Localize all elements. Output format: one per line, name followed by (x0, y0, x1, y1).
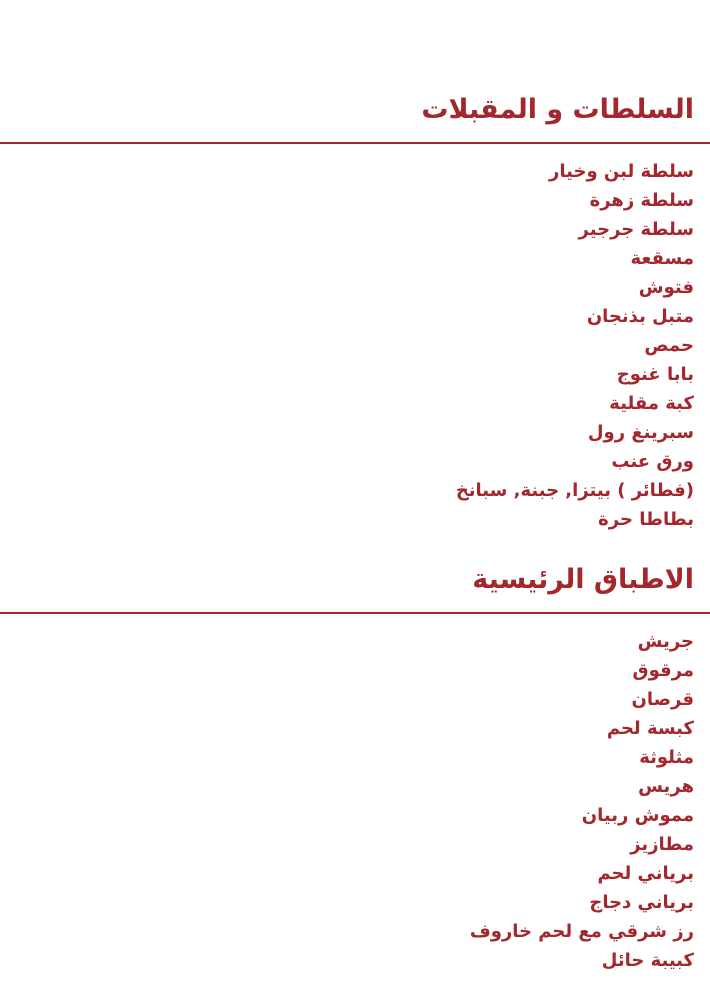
menu-item: برياني لحم (597, 863, 694, 884)
menu-item: كبيبة حائل (601, 950, 694, 971)
main-dishes-list (0, 627, 710, 975)
menu-item: مطازيز (630, 834, 694, 855)
menu-item: فتوش (638, 277, 694, 298)
menu-item: بابا غنوج (616, 364, 694, 385)
menu-item: سبرينغ رول (587, 422, 694, 443)
menu-item: برياني دجاج (589, 892, 694, 913)
menu-item: مثلوثة (639, 747, 694, 768)
section-divider (0, 612, 710, 614)
menu-item: قرصان (631, 689, 694, 710)
menu-item: بطاطا حرة (598, 509, 694, 530)
menu-item: رز شرقي مع لحم خاروف (469, 921, 694, 942)
menu-item: كبة مقلية (609, 393, 694, 414)
menu-item: جريش (637, 631, 694, 652)
menu-item: كبسة لحم (606, 718, 694, 739)
main-dishes-section (0, 560, 710, 975)
menu-item: ورق عنب (611, 451, 694, 472)
menu-item: مرقوق (632, 660, 694, 681)
appetizers-section (0, 90, 710, 534)
appetizers-list (0, 157, 710, 534)
section-title-appetizers: السلطات و المقبلات (421, 94, 694, 125)
section-title-main-dishes: الاطباق الرئيسية (472, 564, 694, 595)
menu-item: (فطائر ) بيتزا, جبنة, سبانخ (455, 480, 694, 501)
menu-item: سلطة لبن وخيار (549, 161, 694, 182)
menu-item: متبل بذنجان (586, 306, 694, 327)
menu-item: سلطة زهرة (589, 190, 694, 211)
menu-item: سلطة جرجير (578, 219, 694, 240)
section-divider (0, 142, 710, 144)
menu-item: حمص (644, 335, 694, 356)
menu-item: مموش ربيان (581, 805, 694, 826)
menu-item: هريس (638, 776, 694, 797)
menu-item: مسقعة (630, 248, 694, 269)
